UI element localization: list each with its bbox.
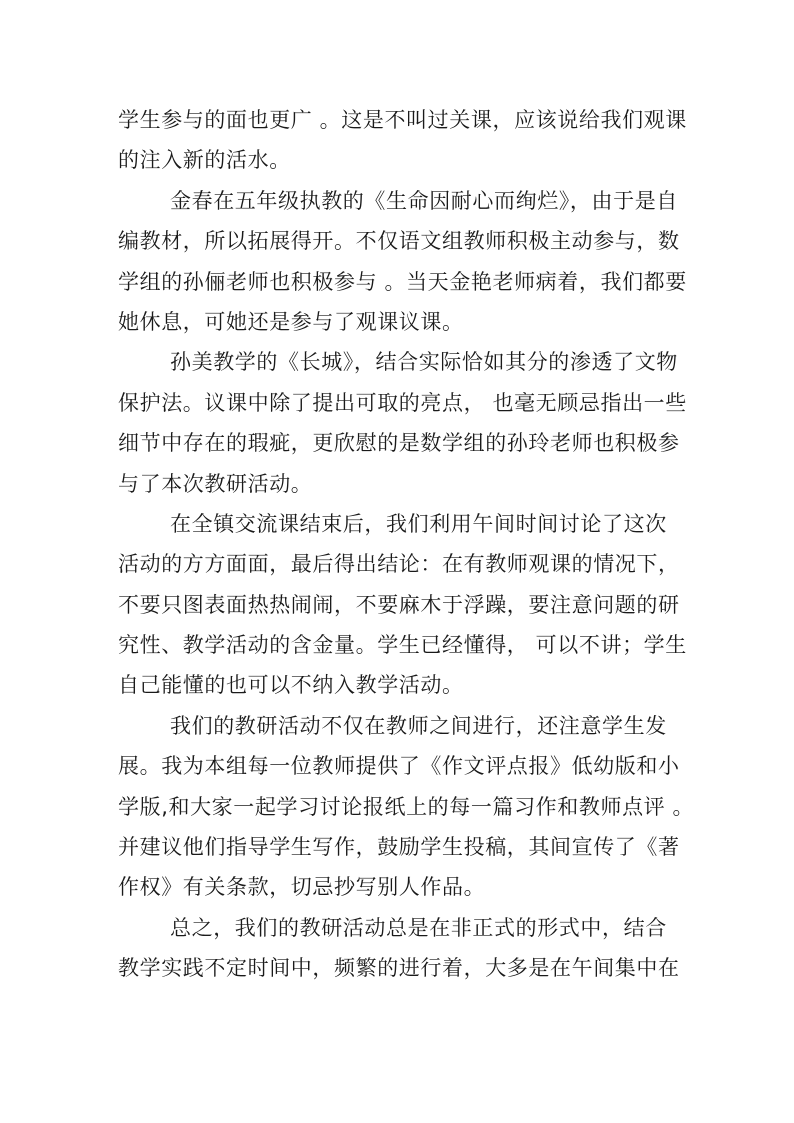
paragraph-first-line: 孙美教学的《长城》，结合实际恰如其分的渗透了文物 (170, 350, 678, 375)
text-line: 教学实践不定时间中，频繁的进行着，大多是在午间集中在 (118, 956, 680, 981)
text-line: 的注入新的活水。 (118, 148, 291, 173)
text-line: 不要只图表面热热闹闹，不要麻木于浮躁，要注意问题的研 (118, 592, 680, 617)
text-line: 学组的孙俪老师也积极参与 。当天金艳老师病着，我们都要 (118, 269, 687, 294)
text-line: 她休息，可她还是参与了观课议课。 (118, 309, 464, 334)
text-line: 与了本次教研活动。 (118, 471, 313, 496)
paragraph-first-line: 在全镇交流课结束后，我们利用午间时间讨论了这次 (170, 511, 667, 536)
text-line: 活动的方方面面，最后得出结论：在有教师观课的情况下， (118, 552, 680, 577)
text-line: 作权》有关条款，切忌抄写别人作品。 (118, 875, 486, 900)
text-line: 并建议他们指导学生写作，鼓励学生投稿，其间宣传了《著 (118, 835, 680, 860)
document-body (118, 100, 695, 989)
paragraph-first-line: 我们的教研活动不仅在教师之间进行，还注意学生发 (170, 713, 667, 738)
text-line: 学生参与的面也更广 。这是不叫过关课，应该说给我们观课 (118, 108, 687, 132)
text-line: 细节中存在的瑕疵，更欣慰的是数学组的孙玲老师也积极参 (118, 431, 680, 456)
text-line: 编教材，所以拓展得开。不仅语文组教师积极主动参与，数 (118, 229, 680, 254)
text-line: 究性、教学活动的含金量。学生已经懂得， 可以不讲；学生 (118, 633, 687, 658)
paragraph-first-line: 金春在五年级执教的《生命因耐心而绚烂》，由于是自 (170, 188, 678, 213)
text-line: 学版,和大家一起学习讨论报纸上的每一篇习作和教师点评 。 (118, 794, 695, 819)
text-line: 自己能懂的也可以不纳入教学活动。 (118, 673, 464, 698)
paragraph-first-line: 总之，我们的教研活动总是在非正式的形式中，结合 (170, 915, 667, 940)
text-line: 保护法。议课中除了提出可取的亮点， 也毫无顾忌指出一些 (118, 390, 687, 415)
text-line: 展。我为本组每一位教师提供了《作文评点报》低幼版和小 (118, 754, 680, 779)
